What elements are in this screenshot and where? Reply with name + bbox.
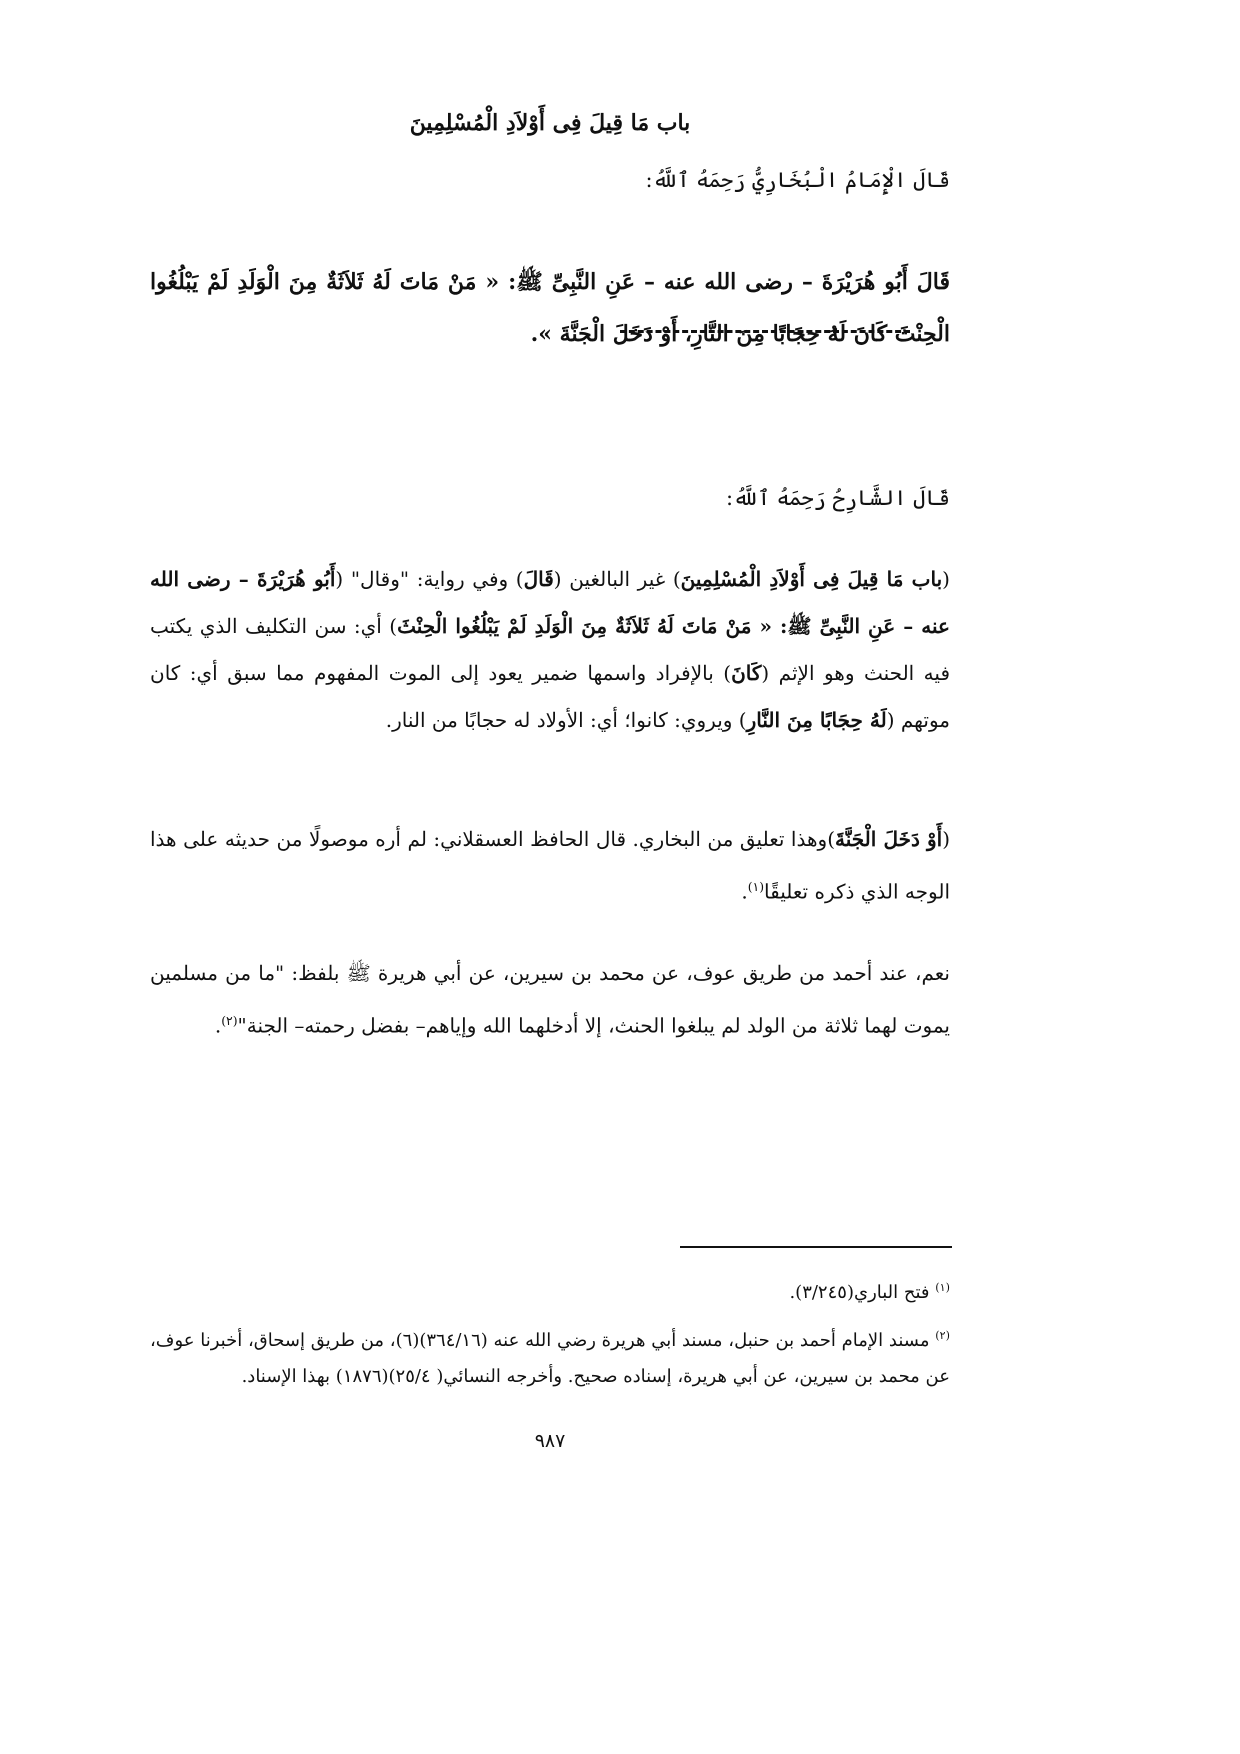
hadith-text: قَالَ أَبُو هُرَيْرَةَ – رضى الله عنه – عَنِ النَّبِىِّ ﷺ: « مَنْ مَاتَ لَهُ ثَلاَثَةٌ مِنَ الْوَلَدِ لَمْ يَبْلُغُوا الْحِنْثَ كَانَ لَهُ حِجَابًا مِنَ النَّارِ، أَوْ دَخَلَ الْجَنَّةَ ».: [150, 269, 950, 347]
footnote-number: (٢): [935, 1329, 950, 1342]
chapter-title: باب مَا قِيلَ فِى أَوْلاَدِ الْمُسْلِمِينَ: [409, 110, 691, 136]
text-segment: (: [942, 827, 951, 851]
footnote-marker[interactable]: (٢): [221, 1013, 238, 1028]
commentator-heading: قَالَ الشَّارِحُ رَحِمَهُ ٱللَّهُ:: [726, 486, 950, 510]
footnote-1: [150, 1270, 950, 1311]
text-segment: (: [942, 567, 950, 591]
page-number: ٩٨٧: [534, 1430, 566, 1452]
footnote-2: [150, 1318, 950, 1395]
intro-line: قَالَ الْإِمَامُ الْبُخَارِيُّ رَحِمَهُ ٱللَّهُ:: [645, 168, 950, 192]
footnote-rule: [680, 1246, 952, 1248]
commentary-paragraph-2: [150, 816, 950, 916]
footnote-text: فتح الباري(٣/٢٤٥).: [789, 1282, 930, 1303]
text-segment: ) ويروي: كانوا؛ أي: الأولاد له حجابًا من النار.: [385, 708, 747, 732]
bold-quote: باب مَا قِيلَ فِى أَوْلاَدِ الْمُسْلِمِينَ: [680, 567, 943, 591]
footnote-marker[interactable]: (١): [747, 879, 765, 894]
text-segment: )وهذا تعليق من البخاري. قال الحافظ العسقلاني: لم أره موصولًا من حديثه على هذا الوجه الذي ذكره تعليقًا: [150, 827, 950, 904]
text-segment: .: [214, 1013, 222, 1038]
text-segment: ) أي: سن التكليف الذي يكتب فيه الحنث وهو الإثم (: [150, 614, 951, 685]
separator-dashes: [620, 330, 910, 333]
commentary-paragraph-1: [150, 556, 950, 744]
bold-quote: كَانَ: [731, 661, 762, 685]
text-segment: ) غير البالغين (: [553, 567, 681, 591]
text-segment: نعم، عند أحمد من طريق عوف، عن محمد بن سيرين، عن أبي هريرة ﷺ بلفظ: "ما من مسلمين يموت لهما ثلاثة من الولد لم يبلغوا الحنث، إلا أدخلهما الله وإياهم– بفضل رحمته– الجنة": [150, 961, 950, 1038]
bold-quote: أَبُو هُرَيْرَةَ – رضى الله عنه – عَنِ النَّبِىِّ ﷺ: « مَنْ مَاتَ لَهُ ثَلاَثَةٌ مِنَ الْوَلَدِ لَمْ يَبْلُغُوا الْحِنْثَ: [150, 567, 950, 638]
commentary-paragraph-3: [150, 950, 950, 1050]
bold-quote: لَهُ حِجَابًا مِنَ النَّارِ: [746, 708, 887, 732]
bold-quote: أَوْ دَخَلَ الْجَنَّةَ: [835, 827, 943, 851]
bold-quote: قَالَ: [523, 567, 554, 591]
text-segment: ) وفي رواية: "وقال" (: [335, 567, 524, 591]
text-segment: .: [741, 879, 748, 904]
text-segment: ) بالإفراد واسمها ضمير يعود إلى الموت المفهوم مما سبق أي: كان موتهم (: [150, 661, 950, 732]
footnote-text: مسند الإمام أحمد بن حنبل، مسند أبي هريرة رضي الله عنه (٣٦٤/١٦)(٦)، من طريق إسحاق، أخبرنا عوف، عن محمد بن سيرين، عن أبي هريرة، إسناده صحيح. وأخرجه النسائي( ٢٥/٤)(١٨٧٦) بهذا الإسناد.: [150, 1330, 950, 1387]
footnote-number: (١): [935, 1281, 950, 1294]
